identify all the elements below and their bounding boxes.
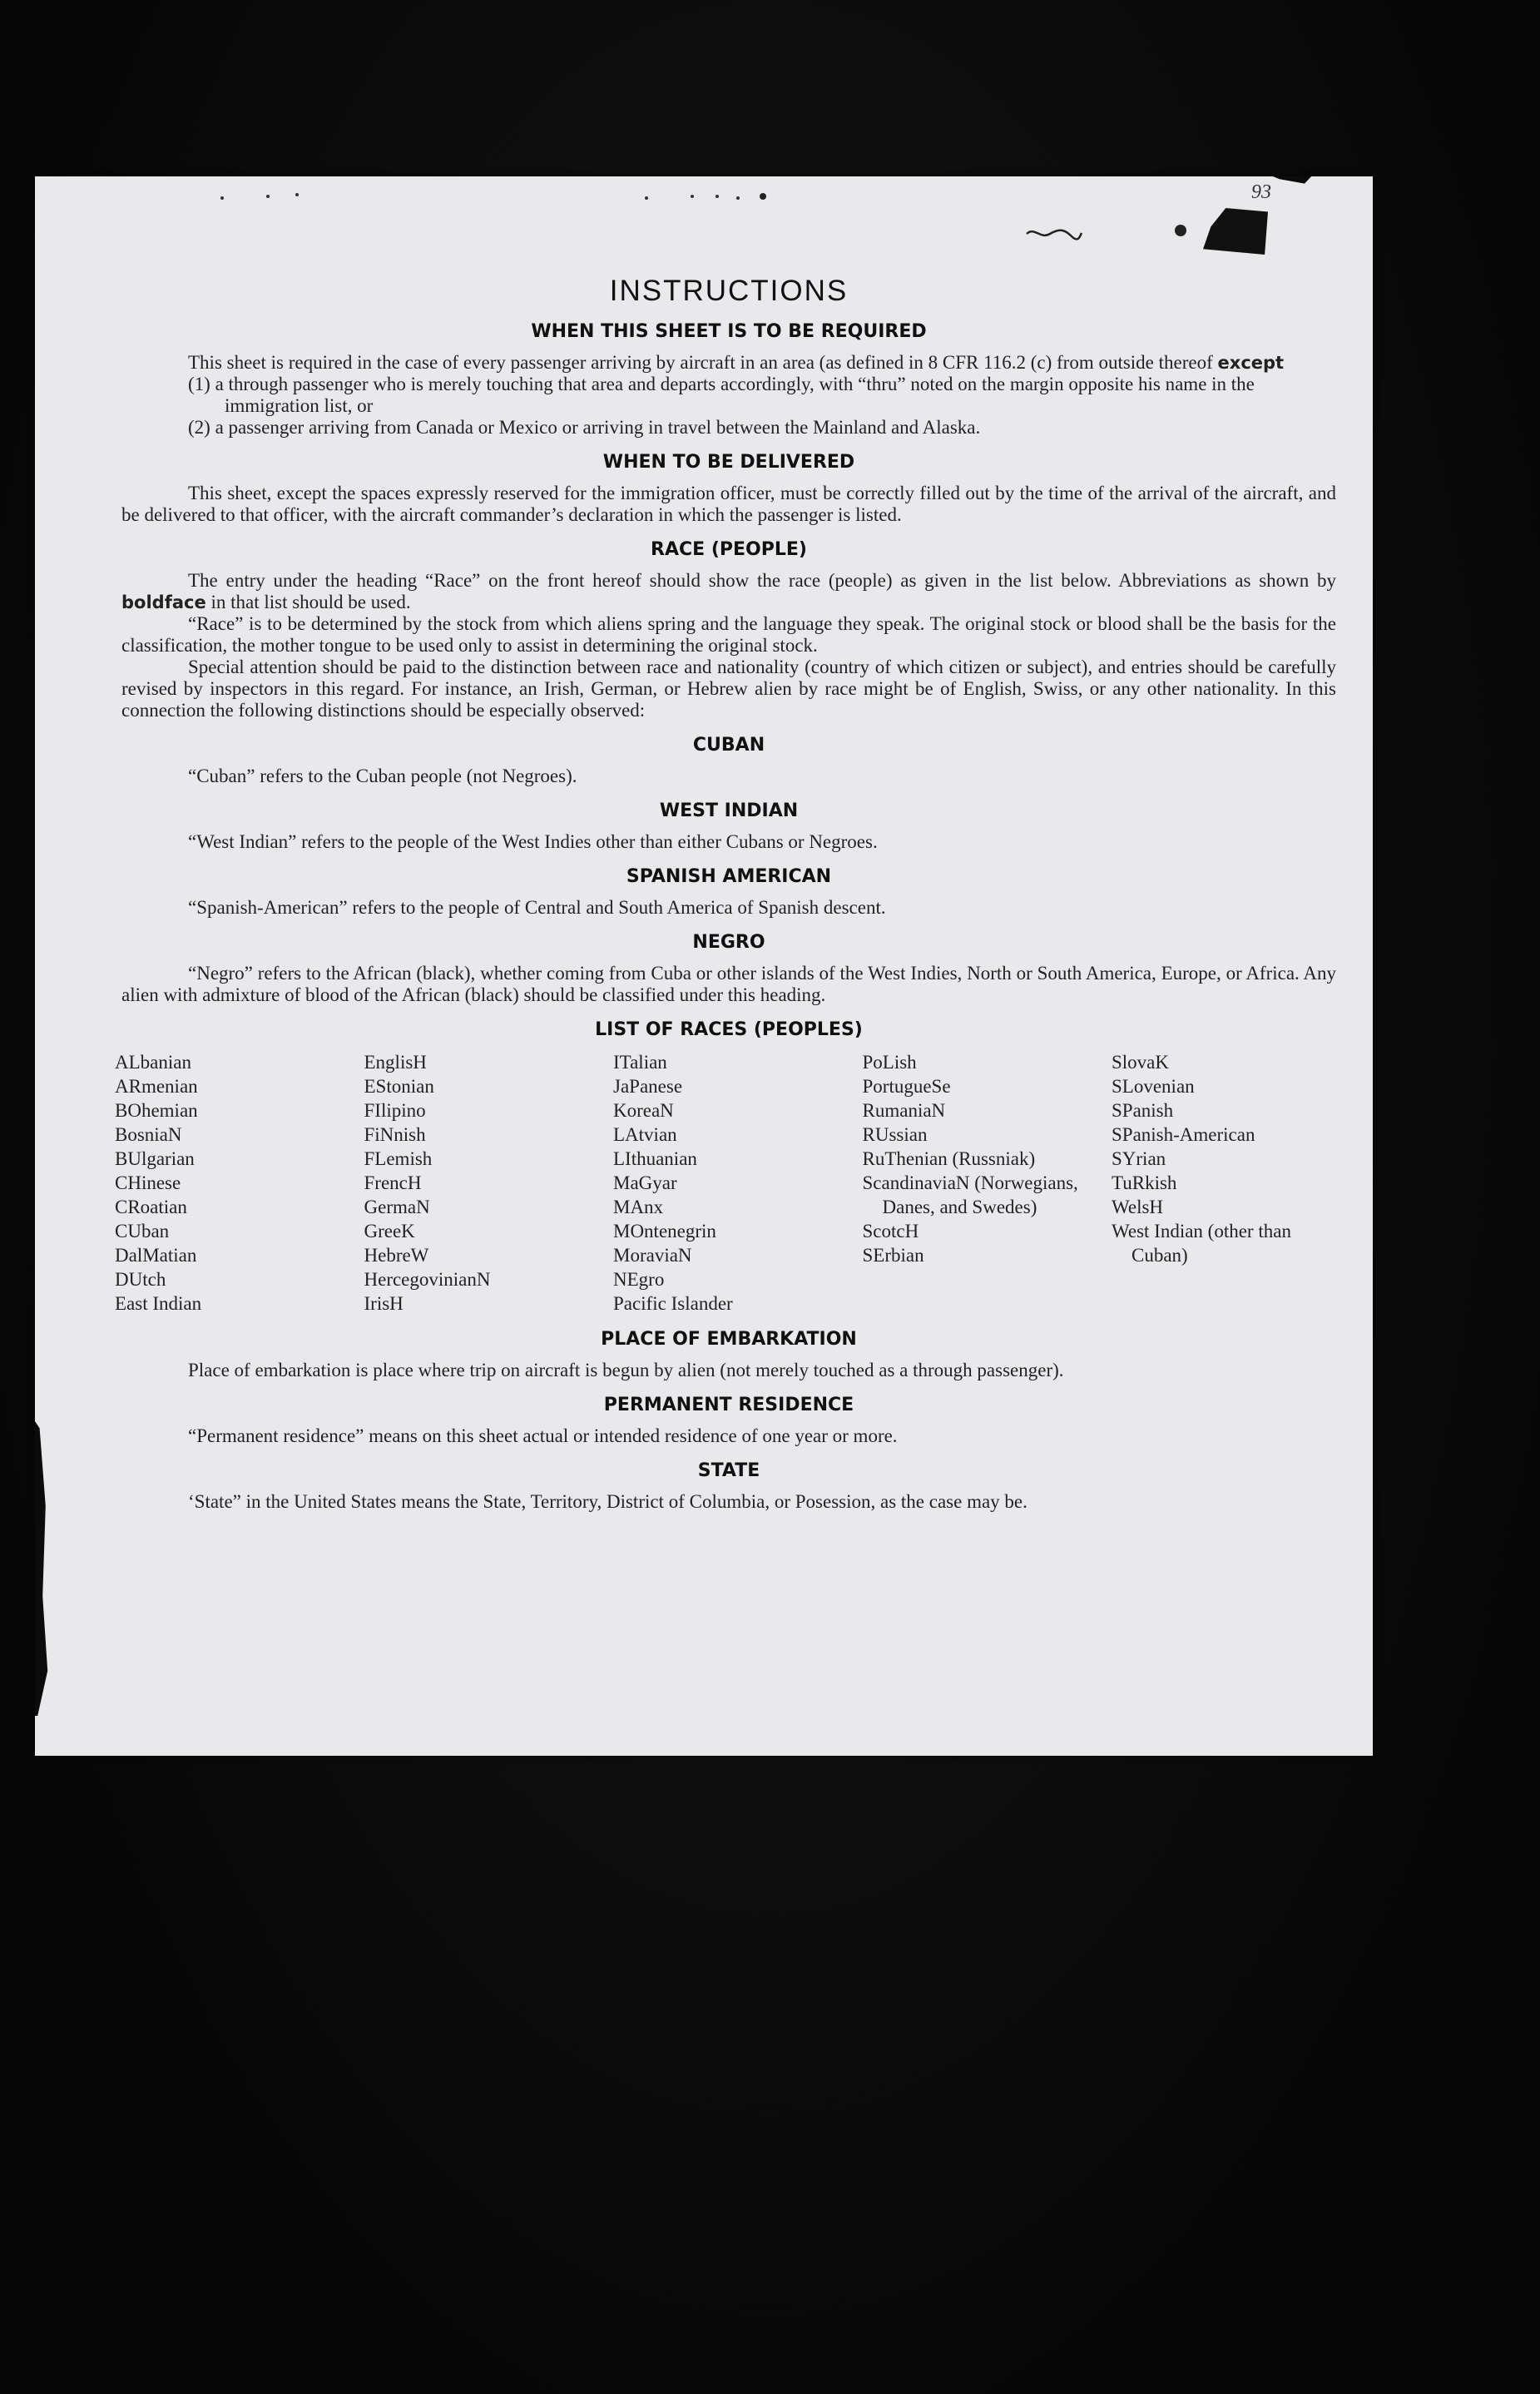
heading-west-indian: WEST INDIAN: [659, 800, 799, 821]
ink-specks: [176, 188, 792, 205]
heading-race: RACE (PEOPLE): [651, 539, 807, 560]
race-para-1-text: The entry under the heading “Race” on the front hereof should show the race (people) as given in the list below. Abbreviations as shown by: [188, 570, 1336, 591]
delivered-text: This sheet, except the spaces expressly reserved for the immigration officer, must be correctly filled out by the time of the arrival of the aircraft, and be delivered to that officer, with the aircraft commander’s declaration in which the passenger is listed.: [121, 483, 1336, 525]
race-entry: RumaniaN: [862, 1100, 946, 1121]
race-entry: MAnx: [613, 1197, 664, 1217]
required-intro: [121, 352, 1336, 374]
heading-state: STATE: [697, 1460, 760, 1481]
race-para-3: Special attention should be paid to the distinction between race and nationality (country of which citizen or subject), and entries should be carefully revised by inspectors in this regard. For instance, an Irish, German, or Hebrew alien by race might be of English, Swiss, or any other nationality. In this connection the following distinctions should be especially observed:: [121, 657, 1336, 721]
race-entry: SPanish: [1112, 1100, 1174, 1121]
race-entry: CRoatian: [115, 1197, 187, 1217]
heading-when-delivered: WHEN TO BE DELIVERED: [602, 452, 855, 473]
race-entry: MOntenegrin: [613, 1221, 716, 1242]
race-entry: RUssian: [862, 1124, 928, 1145]
race-entry: DalMatian: [115, 1245, 197, 1266]
race-entry: GermaN: [364, 1197, 430, 1217]
required-item-2: (2) a passenger arriving from Canada or Mexico or arriving in travel between the Mainland and Alaska.: [188, 417, 981, 438]
race-entry: FLemish: [364, 1148, 433, 1169]
race-entry: MaGyar: [613, 1172, 677, 1193]
race-entry: CUban: [115, 1221, 170, 1242]
race-entry: ScotcH: [862, 1221, 919, 1242]
heading-list-of-races: LIST OF RACES (PEOPLES): [595, 1019, 863, 1040]
race-entry: FIlipino: [364, 1100, 426, 1121]
race-entry: WelsH: [1112, 1197, 1164, 1217]
page-number: 93: [1251, 181, 1271, 203]
state-text: ‘State” in the United States means the State, Territory, District of Columbia, or Posession, as the case may be.: [188, 1491, 1027, 1512]
pen-squiggle: [1025, 226, 1083, 241]
required-item-1: (1) a through passenger who is merely touching that area and departs accordingly, with “thru” noted on the margin opposite his name in the immigration list, or: [188, 374, 1255, 416]
race-entry: PoLish: [862, 1052, 917, 1073]
ink-dot: [1175, 225, 1186, 236]
race-entry: CHinese: [115, 1172, 181, 1193]
race-entry: RuThenian (Russniak): [862, 1148, 1036, 1169]
cuban-text: “Cuban” refers to the Cuban people (not Negroes).: [188, 766, 577, 786]
races-column-2: [364, 1050, 599, 1316]
heading-embarkation: PLACE OF EMBARKATION: [601, 1329, 857, 1350]
instruction-sheet: [35, 176, 1373, 1756]
race-entry: EStonian: [364, 1076, 434, 1097]
heading-when-required: WHEN THIS SHEET IS TO BE REQUIRED: [531, 321, 927, 342]
race-entry: FrencH: [364, 1172, 422, 1193]
races-column-3: [613, 1050, 848, 1316]
residence-text: “Permanent residence” means on this sheet actual or intended residence of one year or more.: [188, 1425, 898, 1446]
west-indian-text: “West Indian” refers to the people of the West Indies other than either Cubans or Negroes.: [188, 831, 878, 852]
race-entry: East Indian: [115, 1293, 202, 1314]
race-entry: MoraviaN: [613, 1245, 692, 1266]
race-entry: FiNnish: [364, 1124, 426, 1145]
race-para-1-bold: boldface: [121, 592, 206, 612]
race-entry: TuRkish: [1112, 1172, 1177, 1193]
races-column-5: [1112, 1050, 1346, 1316]
spanish-american-text: “Spanish-American” refers to the people of Central and South America of Spanish descent.: [188, 897, 886, 918]
embarkation-text: Place of embarkation is place where trip on aircraft is begun by alien (not merely touched as a through passenger).: [188, 1360, 1064, 1380]
race-entry: ARmenian: [115, 1076, 198, 1097]
torn-edge: [35, 1416, 52, 1716]
race-entry: ITalian: [613, 1052, 667, 1073]
required-intro-text: This sheet is required in the case of every passenger arriving by aircraft in an area (as defined in 8 CFR 116.2 (c) from outside thereof: [188, 352, 1218, 373]
race-entry: SErbian: [862, 1245, 924, 1266]
heading-cuban: CUBAN: [692, 735, 765, 756]
race-entry: EnglisH: [364, 1052, 427, 1073]
race-para-2: “Race” is to be determined by the stock from which aliens spring and the language they speak. The original stock or blood shall be the basis for the classification, the mother tongue to be used only to assist in determining the original stock.: [121, 613, 1336, 656]
race-entry: ALbanian: [115, 1052, 191, 1073]
race-entry: SPanish-American: [1112, 1124, 1255, 1145]
race-entry: LAtvian: [613, 1124, 677, 1145]
heading-permanent-residence: PERMANENT RESIDENCE: [603, 1395, 854, 1415]
required-intro-bold: except: [1217, 353, 1285, 373]
race-entry: HebreW: [364, 1245, 429, 1266]
races-column-4: [863, 1050, 1097, 1316]
race-para-1-tail: in that list should be used.: [205, 592, 411, 612]
instructions-content: [115, 275, 1336, 1513]
race-entry: Pacific Islander: [613, 1293, 733, 1314]
race-entry: BUlgarian: [115, 1148, 195, 1169]
race-entry: JaPanese: [613, 1076, 683, 1097]
race-entry: HercegovinianN: [364, 1269, 491, 1290]
race-entry: BosniaN: [115, 1124, 182, 1145]
race-entry: IrisH: [364, 1293, 404, 1314]
races-list: [115, 1050, 1346, 1316]
race-entry: KoreaN: [613, 1100, 674, 1121]
race-entry: West Indian (other than Cuban): [1112, 1221, 1291, 1266]
race-entry: GreeK: [364, 1221, 415, 1242]
race-entry: DUtch: [115, 1269, 166, 1290]
race-entry: SLovenian: [1112, 1076, 1195, 1097]
torn-corner: [1265, 176, 1315, 188]
race-entry: SYrian: [1112, 1148, 1166, 1169]
race-entry: PortugueSe: [862, 1076, 951, 1097]
race-entry: LIthuanian: [613, 1148, 697, 1169]
heading-spanish-american: SPANISH AMERICAN: [626, 866, 832, 887]
race-para-1: [121, 570, 1336, 613]
ink-blot: [1203, 208, 1268, 255]
races-column-1: [115, 1050, 349, 1316]
race-entry: NEgro: [613, 1269, 665, 1290]
negro-text: “Negro” refers to the African (black), whether coming from Cuba or other islands of the West Indies, North or South America, Europe, or Africa. Any alien with admixture of blood of the African (black) should be classified under this heading.: [121, 963, 1336, 1005]
race-entry: BOhemian: [115, 1100, 198, 1121]
page-title: INSTRUCTIONS: [609, 275, 849, 307]
race-entry: ScandinaviaN (Norwegians, Danes, and Swedes): [862, 1172, 1078, 1217]
race-entry: SlovaK: [1112, 1052, 1169, 1073]
heading-negro: NEGRO: [692, 932, 765, 953]
